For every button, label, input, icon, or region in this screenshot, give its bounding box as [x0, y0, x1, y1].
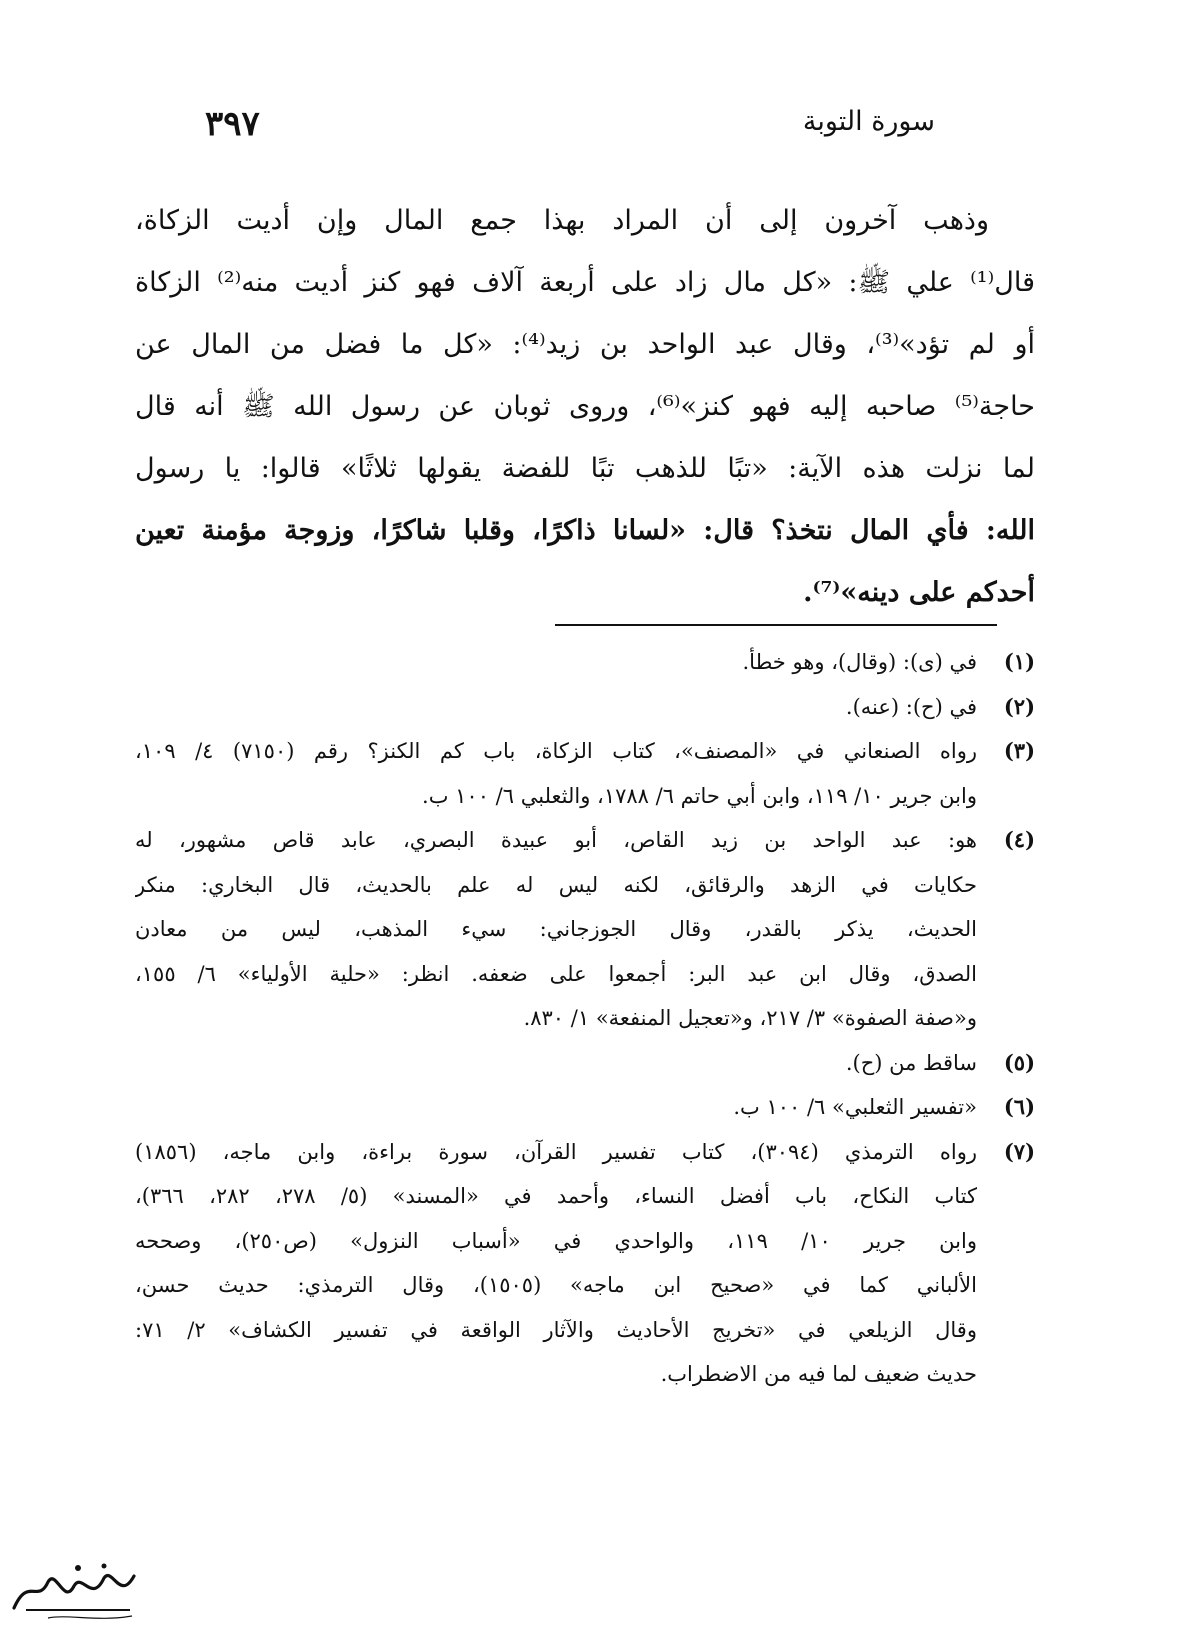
footnote-line: وقال الزيلعي في «تخريج الأحاديث والآثار الواقعة في تفسير الكشاف» ٢/ ٧١:	[135, 1317, 977, 1342]
footnote-number: (٢)	[1003, 693, 1035, 719]
footnote-line: حكايات في الزهد والرقائق، لكنه ليس له علم بالحديث، قال البخاري: منكر	[135, 872, 977, 897]
main-text-line: أو لم تؤد»⁽³⁾، وقال عبد الواحد بن زيد⁽⁴⁾: «كل ما فضل من المال عن	[135, 329, 1035, 360]
footnote-4	[135, 818, 1035, 1041]
footnotes	[135, 640, 1035, 1397]
footnote-line: الحديث، يذكر بالقدر، وقال الجوزجاني: سيء المذهب، ليس من معادن	[135, 917, 977, 941]
footnote-line: هو: عبد الواحد بن زيد القاص، أبو عبيدة البصري، عابد قاص مشهور، له	[135, 828, 977, 852]
footnote-number: (٤)	[1003, 827, 1035, 852]
footnote-line: ساقط من (ح).	[845, 1050, 977, 1075]
footnote-line: الألباني كما في «صحيح ابن ماجه» (١٥٠٥)، وقال الترمذي: حديث حسن،	[135, 1273, 977, 1297]
footnote-7	[135, 1130, 1035, 1397]
main-text-line: قال⁽¹⁾ علي ﷺ: «كل مال زاد على أربعة آلاف فهو كنز أديت منه⁽²⁾ الزكاة	[135, 267, 1035, 298]
watermark-logo	[8, 1556, 148, 1626]
page-number: ٣٩٧	[205, 104, 260, 144]
footnote-number: (٣)	[1003, 738, 1035, 763]
footnote-line: و«صفة الصفوة» ٣/ ٢١٧، و«تعجيل المنفعة» ١/ ٨٣٠.	[523, 1006, 977, 1030]
footnote-line: في (ى): (وقال)، وهو خطأ.	[742, 650, 977, 674]
footnote-number: (٥)	[1003, 1049, 1035, 1075]
footnote-number: (١)	[1003, 649, 1035, 674]
footnote-line: الصدق، وقال ابن عبد البر: أجمعوا على ضعفه. انظر: «حلية الأولياء» ٦/ ١٥٥،	[135, 961, 977, 986]
footnote-line: في (ح): (عنه).	[845, 694, 977, 719]
footnote-number: (٧)	[1003, 1138, 1035, 1164]
footnote-line: وابن جرير ١٠/ ١١٩، وابن أبي حاتم ٦/ ١٧٨٨، والثعلبي ٦/ ١٠٠ ب.	[422, 783, 977, 808]
footnote-divider	[555, 624, 997, 626]
main-text-line: أحدكم على دينه»⁽⁷⁾.	[803, 577, 1035, 608]
footnote-line: كتاب النكاح، باب أفضل النساء، وأحمد في «المسند» (٥/ ٢٧٨، ٢٨٢، ٣٦٦)،	[135, 1184, 977, 1208]
footnote-line: رواه الترمذي (٣٠٩٤)، كتاب تفسير القرآن، سورة براءة، وابن ماجه، (١٨٥٦)	[135, 1139, 977, 1164]
page-header	[205, 102, 935, 150]
footnote-number: (٦)	[1003, 1094, 1035, 1119]
footnote-2	[135, 685, 1035, 730]
footnote-line: حديث ضعيف لما فيه من الاضطراب.	[660, 1362, 977, 1386]
footnote-line: وابن جرير ١٠/ ١١٩، والواحدي في «أسباب النزول» (ص٢٥٠)، وصححه	[135, 1228, 977, 1253]
footnote-1	[135, 640, 1035, 685]
footnote-5	[135, 1041, 1035, 1086]
footnote-3	[135, 729, 1035, 818]
main-text-line: وذهب آخرون إلى أن المراد بهذا جمع المال وإن أديت الزكاة،	[135, 205, 989, 236]
running-title: سورة التوبة	[802, 106, 935, 137]
main-text	[135, 190, 1035, 624]
footnote-line: «تفسير الثعلبي» ٦/ ١٠٠ ب.	[733, 1095, 977, 1119]
footnote-line: رواه الصنعاني في «المصنف»، كتاب الزكاة، باب كم الكنز؟ رقم (٧١٥٠) ٤/ ١٠٩،	[135, 739, 977, 763]
main-text-line: الله: فأي المال نتخذ؟ قال: «لسانا ذاكرًا، وقلبا شاكرًا، وزوجة مؤمنة تعين	[135, 515, 1035, 546]
main-text-line: لما نزلت هذه الآية: «تبًا للذهب تبًا للفضة يقولها ثلاثًا» قالوا: يا رسول	[135, 453, 1035, 484]
main-text-line: حاجة⁽⁵⁾ صاحبه إليه فهو كنز»⁽⁶⁾، وروى ثوبان عن رسول الله ﷺ أنه قال	[135, 391, 1035, 422]
footnote-6	[135, 1085, 1035, 1130]
